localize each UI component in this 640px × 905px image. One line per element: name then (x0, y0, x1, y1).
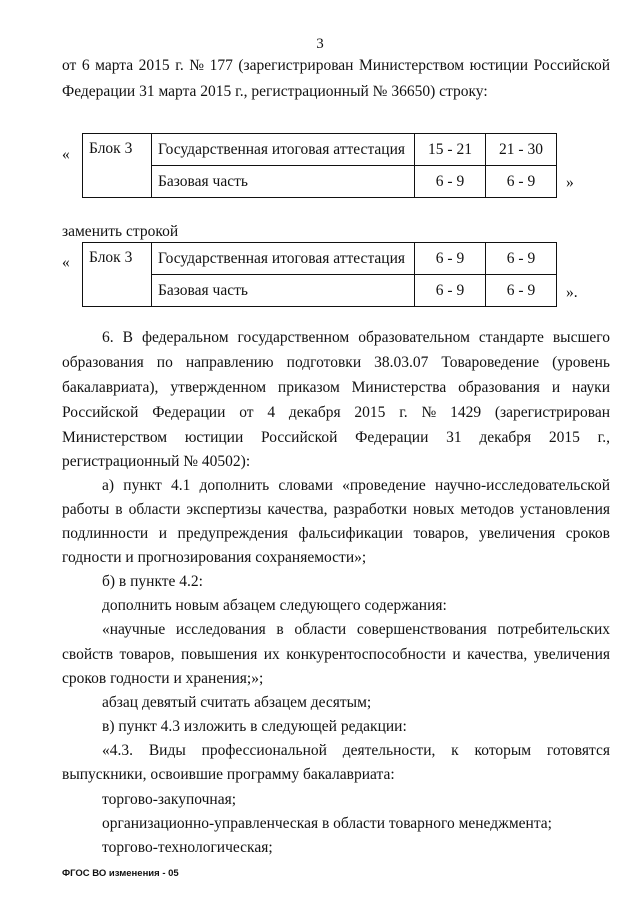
body-line: годности и прогнозирования сохраняемости»; (62, 549, 367, 566)
body-line: сроков годности и хранения;»; (62, 670, 264, 687)
body-line: работы в области экспертизы качества, разработки новых методов установления (62, 501, 610, 518)
body-line: организационно-управленческая в области товарного менеджмента; (102, 815, 552, 832)
intro-line-2: Федерации 31 марта 2015 г., регистрационный № 36650) строку: (62, 83, 488, 100)
body-line: б) в пункте 4.2: (102, 573, 203, 590)
table2-row2-v1: 6 - 9 (415, 275, 486, 307)
table1-close-quote: » (566, 174, 574, 191)
table1-block: Блок 3 (83, 134, 152, 198)
table1-row2-name: Базовая часть (152, 166, 415, 198)
body-line: а) пункт 4.1 дополнить словами «проведение научно-исследовательской (102, 477, 610, 494)
body-line: торгово-технологическая; (102, 839, 273, 856)
body-line: свойств товаров, повышения их конкурентоспособности и качества, увеличения (62, 646, 610, 663)
table2-close-quote: ». (566, 284, 578, 301)
table2-block: Блок 3 (83, 243, 152, 307)
table2-open-quote: « (62, 254, 70, 271)
table1-row1-v1: 15 - 21 (415, 134, 486, 166)
table2-row1-name: Государственная итоговая аттестация (152, 243, 415, 275)
table1-row1-name: Государственная итоговая аттестация (152, 134, 415, 166)
table2 (82, 242, 557, 307)
body-line: Российской Федерации от 4 декабря 2015 г. № 1429 (зарегистрирован (62, 404, 610, 421)
body-line: подлинности и предупреждения фальсификации товаров, увеличения сроков (62, 525, 610, 542)
intro-line-1: от 6 марта 2015 г. № 177 (зарегистрирован Министерством юстиции Российской (62, 57, 610, 74)
table1-row2-v1: 6 - 9 (415, 166, 486, 198)
table2-row1-v1: 6 - 9 (415, 243, 486, 275)
footer-label: ФГОС ВО изменения - 05 (62, 868, 179, 879)
body-line: 6. В федеральном государственном образовательном стандарте высшего (102, 329, 610, 346)
body-line: в) пункт 4.3 изложить в следующей редакции: (102, 718, 407, 735)
table2-row2-v2: 6 - 9 (486, 275, 557, 307)
table2-row1-v2: 6 - 9 (486, 243, 557, 275)
page-number: 3 (316, 36, 324, 52)
body-line: регистрационный № 40502): (62, 453, 251, 470)
body-line: дополнить новым абзацем следующего содержания: (102, 597, 447, 614)
body-line: торгово-закупочная; (102, 791, 237, 808)
replace-label: заменить строкой (62, 223, 179, 240)
table2-row2-name: Базовая часть (152, 275, 415, 307)
body-line: «4.3. Виды профессиональной деятельности, к которым готовятся (102, 742, 610, 759)
body-line: Министерством юстиции Российской Федерации 31 декабря 2015 г., (62, 429, 610, 446)
body-line: абзац девятый считать абзацем десятым; (102, 694, 372, 711)
table1-row2-v2: 6 - 9 (486, 166, 557, 198)
table1-row1-v2: 21 - 30 (486, 134, 557, 166)
table1 (82, 133, 557, 198)
body-line: образования по направлению подготовки 38.03.07 Товароведение (уровень (62, 354, 610, 371)
table1-open-quote: « (62, 146, 70, 163)
body-line: бакалавриата), утвержденном приказом Министерства образования и науки (62, 379, 610, 396)
body-line: «научные исследования в области совершенствования потребительских (102, 621, 610, 638)
body-line: выпускники, освоившие программу бакалавриата: (62, 766, 395, 783)
